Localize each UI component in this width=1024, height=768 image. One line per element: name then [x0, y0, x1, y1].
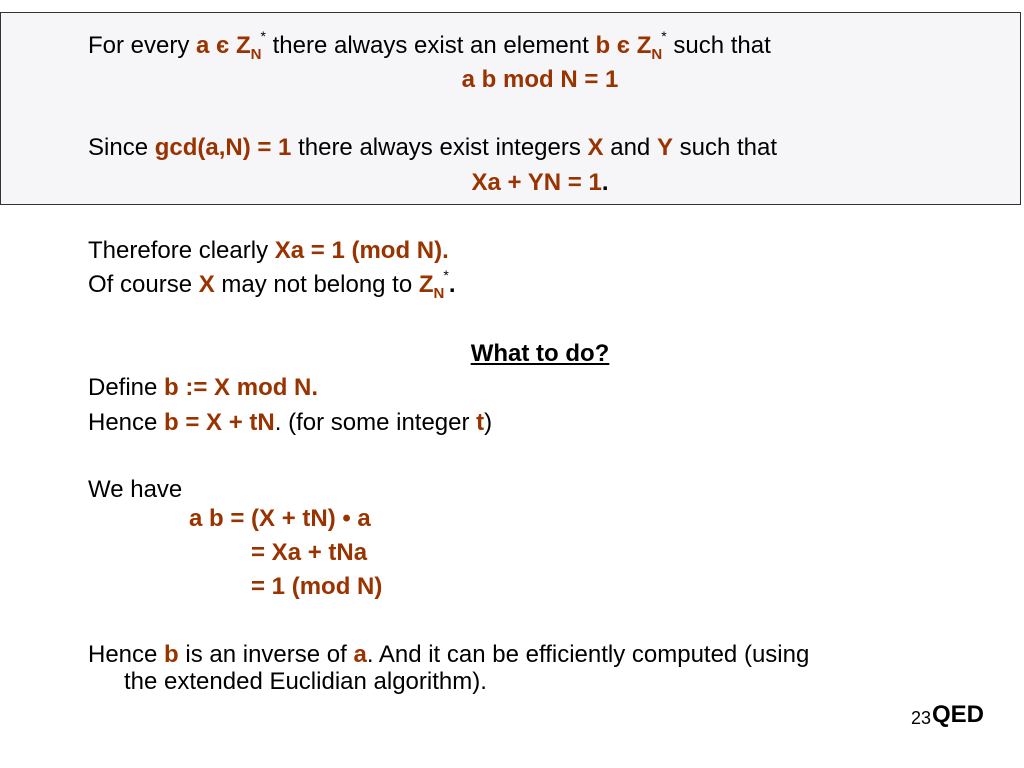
var-x: X	[587, 134, 604, 161]
text: . (for some integer	[274, 409, 477, 436]
text: there always exist integers	[291, 134, 588, 161]
text: such that	[672, 134, 778, 161]
calc-line-2	[251, 539, 367, 567]
what-to-do-heading	[0, 340, 1024, 368]
superscript-star: *	[443, 267, 449, 283]
var-y: Y	[656, 134, 673, 161]
qed-mark: QED	[932, 701, 985, 728]
text: )	[484, 409, 493, 436]
set-z: Z	[636, 32, 652, 59]
equation-ab-mod-n: a b mod N = 1	[461, 66, 619, 93]
calc-line-1	[189, 505, 371, 533]
text: there always exist an element	[265, 32, 596, 59]
element-of-symbol: є	[610, 32, 637, 59]
text: is an inverse of	[178, 641, 354, 668]
page-number: 23	[911, 708, 932, 728]
text: Since	[88, 134, 155, 161]
calc-step: a b = (X + tN) • a	[189, 505, 371, 532]
equation-xa-mod-n: Xa = 1 (mod N).	[274, 237, 449, 264]
box-line-1	[88, 28, 771, 63]
hence-line-2	[88, 641, 809, 669]
text: . And it can be efficiently computed (using	[366, 641, 810, 668]
var-x: X	[198, 271, 215, 298]
superscript-star: *	[661, 28, 667, 44]
definition-b: b := X mod N.	[164, 374, 319, 401]
period: .	[601, 169, 609, 196]
text: Define	[88, 374, 165, 401]
we-have-line	[88, 476, 182, 504]
box-line-4	[0, 169, 1024, 197]
text: and	[603, 134, 657, 161]
text: For every	[88, 32, 197, 59]
text: may not belong to	[214, 271, 419, 298]
box-line-3	[88, 134, 777, 162]
hence-line-1	[88, 409, 492, 437]
gcd-condition: gcd(a,N) = 1	[154, 134, 292, 161]
hence-line-2-continuation	[124, 668, 487, 696]
set-z: Z	[418, 271, 434, 298]
text: Hence	[88, 641, 165, 668]
var-t: t	[476, 409, 485, 436]
heading-text: What to do?	[470, 340, 610, 367]
equation-b-x-tn: b = X + tN	[164, 409, 275, 436]
set-z: Z	[235, 32, 251, 59]
therefore-line	[88, 237, 449, 265]
subscript-n: N	[433, 285, 445, 302]
equation-bezout: Xa + YN = 1	[471, 169, 602, 196]
define-line	[88, 374, 318, 402]
text: Therefore clearly	[88, 237, 275, 264]
subscript-n: N	[250, 46, 262, 63]
var-a: a	[196, 32, 210, 59]
var-b: b	[595, 32, 611, 59]
calc-step: = 1 (mod N)	[251, 573, 383, 600]
superscript-star: *	[260, 28, 266, 44]
calc-line-3	[251, 573, 382, 601]
text: the extended Euclidian algorithm).	[124, 668, 487, 695]
period: .	[448, 271, 456, 298]
text: We have	[88, 476, 183, 503]
var-b: b	[164, 641, 179, 668]
subscript-n: N	[651, 46, 663, 63]
var-a: a	[353, 641, 367, 668]
element-of-symbol: є	[209, 32, 236, 59]
text: Hence	[88, 409, 165, 436]
of-course-line	[88, 267, 456, 302]
box-line-2	[0, 66, 1024, 94]
text: Of course	[88, 271, 199, 298]
text: such that	[666, 32, 771, 59]
calc-step: = Xa + tNa	[251, 539, 368, 566]
